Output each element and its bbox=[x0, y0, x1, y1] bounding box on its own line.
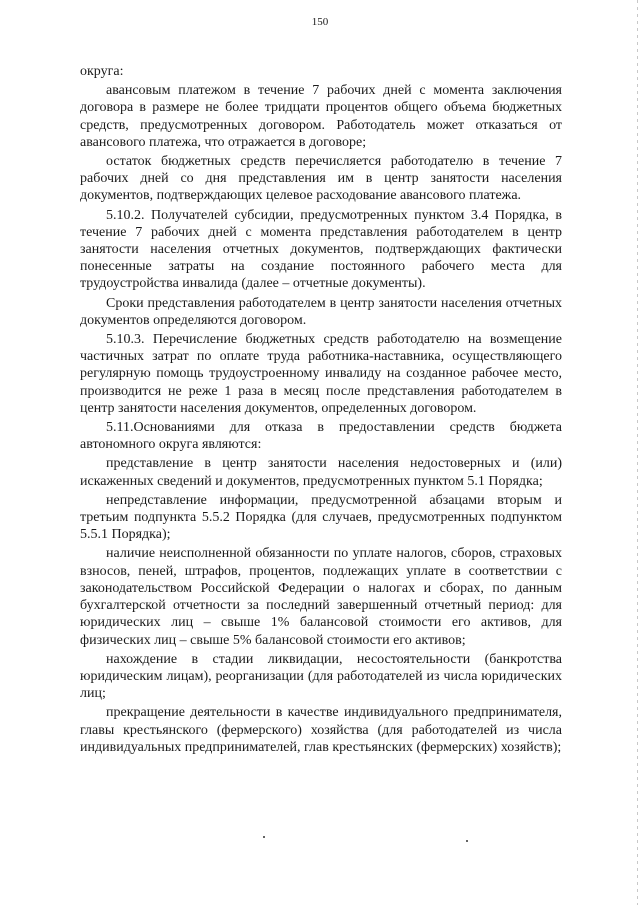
paragraph-5-10-3: 5.10.3. Перечисление бюджетных средств работодателю на возмещение частичных затрат по оплате труда работника-наставника, осуществляющего регулярную помощь трудоустроенному инвалиду на созданное рабочее место, производится не реже 1 раза в месяц после представления работодателем в центр занятости населения документов, определенных договором. bbox=[80, 332, 562, 416]
paragraph-remaining-funds: остаток бюджетных средств перечисляется работодателю в течение 7 рабочих дней со дня представления им в центр занятости населения документов, подтверждающих целевое расходование авансового платежа. bbox=[80, 154, 562, 204]
paragraph-5-10-2: 5.10.2. Получателей субсидии, предусмотренных пунктом 3.4 Порядка, в течение 7 рабочих дней с момента представления работодателем в центр занятости населения отчетных документов, подтверждающих фактически понесенные затраты на создание постоянного рабочего места для трудоустройства инвалида (далее – отчетные документы). bbox=[80, 207, 562, 292]
paragraph-continuation: округа: bbox=[80, 64, 124, 79]
paragraph-false-documents: представление в центр занятости населения недостоверных и (или) искаженных сведений и документов, предусмотренных пунктом 5.1 Порядка; bbox=[80, 456, 562, 489]
paragraph-liquidation: нахождение в стадии ликвидации, несостоятельности (банкротства юридическим лицам), реорганизации (для работодателей из числа юридических лиц; bbox=[80, 651, 562, 702]
paragraph-missing-information: непредставление информации, предусмотренной абзацами вторым и третьим подпункта 5.5.2 Порядка (для случаев, предусмотренных подпунктом 5.5.1 Порядка); bbox=[80, 492, 562, 543]
scan-speck bbox=[263, 836, 265, 838]
scan-speck bbox=[466, 840, 468, 842]
scan-edge-line bbox=[637, 0, 638, 905]
paragraph-5-11: 5.11.Основаниями для отказа в предоставлении средств бюджета автономного округа являются: bbox=[80, 420, 562, 453]
document-body bbox=[80, 63, 562, 758]
paragraph-advance-payment: авансовым платежом в течение 7 рабочих дней с момента заключения договора в размере не более тридцати процентов общего объема бюджетных средств, предусмотренных договором. Работодатель может отказаться от авансового платежа, что отражается в договоре; bbox=[80, 83, 562, 150]
paragraph-termination: прекращение деятельности в качестве индивидуального предпринимателя, главы крестьянского (фермерского) хозяйства (для работодателей из числа индивидуальных предпринимателей, глав крестьянских (фермерских) хозяйств); bbox=[80, 705, 562, 755]
page-number: 150 bbox=[311, 16, 329, 28]
paragraph-tax-obligations: наличие неисполненной обязанности по уплате налогов, сборов, страховых взносов, пеней, штрафов, процентов, подлежащих уплате в соответствии с законодательством Российской Федерации о налогах и сборах, по данным бухгалтерской отчетности за последний завершенный отчетный период: для юридических лиц – свыше 1% балансовой стоимости его активов, для физических лиц – свыше 5% балансовой стоимости его активов; bbox=[80, 546, 562, 648]
paragraph-reporting-deadlines: Сроки представления работодателем в центр занятости населения отчетных документов определяются договором. bbox=[80, 295, 562, 328]
